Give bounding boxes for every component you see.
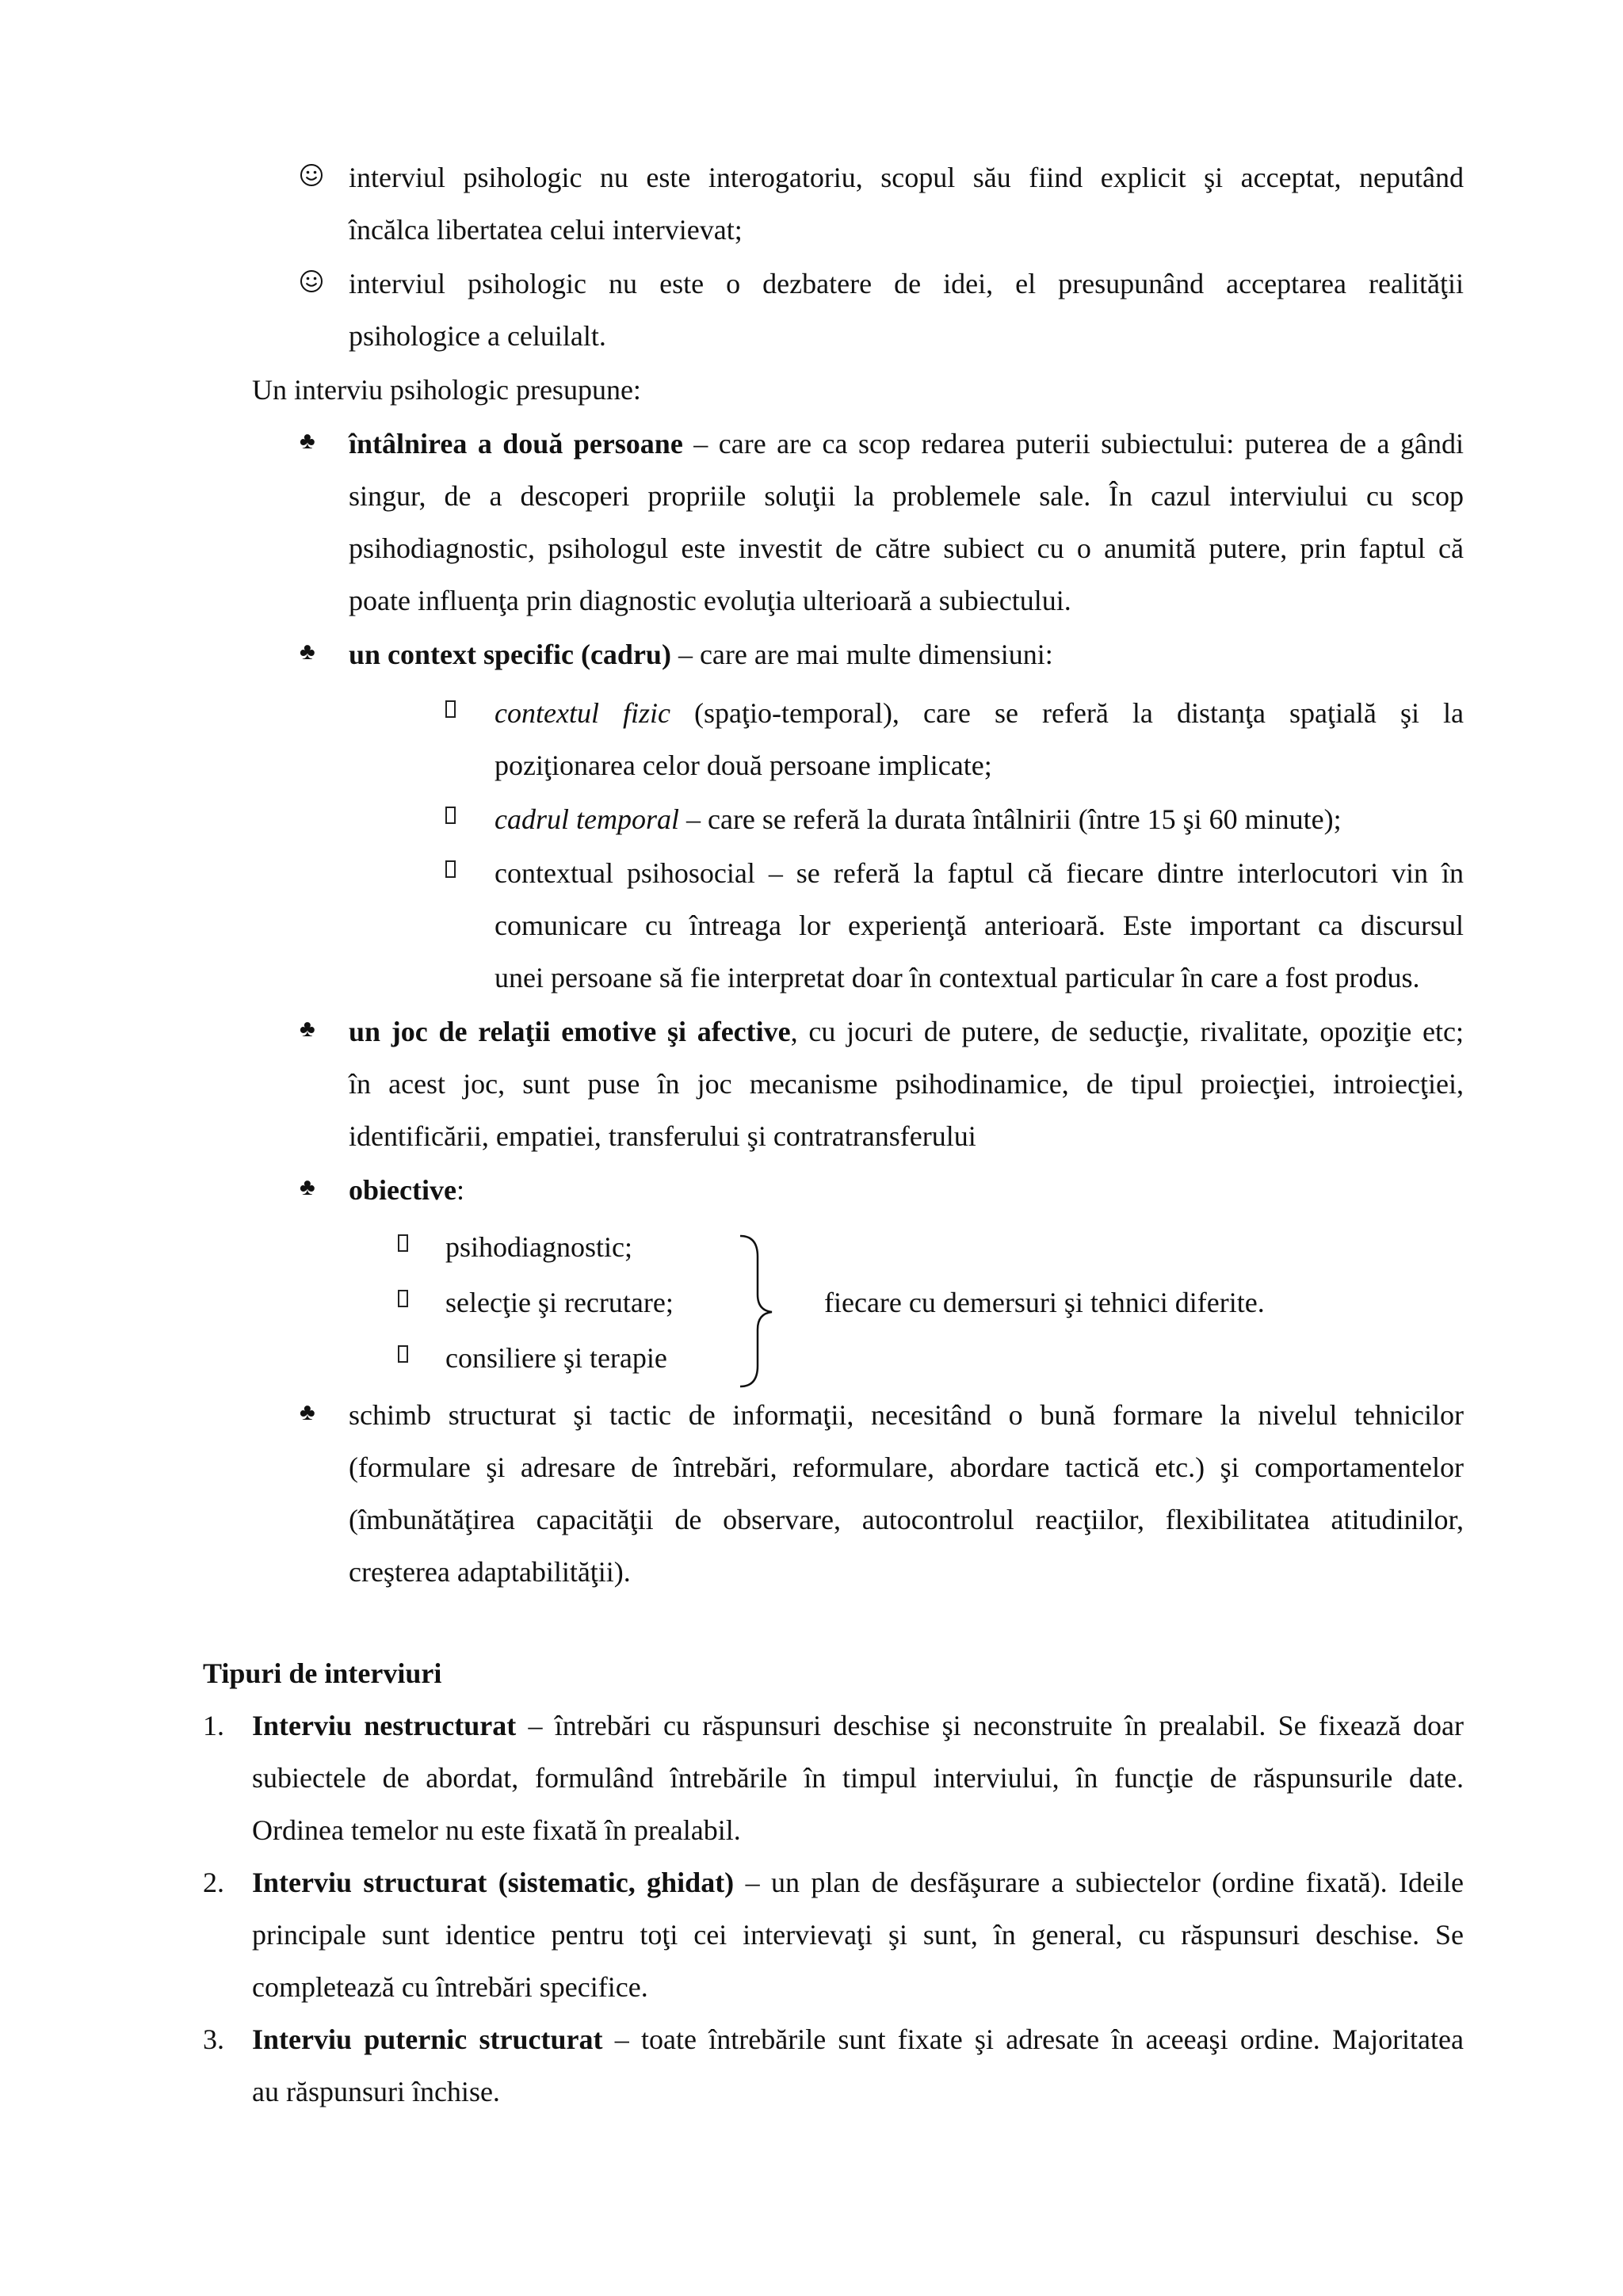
square-bullet-icon	[398, 1345, 408, 1363]
item2-sub3-line-3: unei persoane să fie interpretat doar în contextual particular în care a fost produs.	[495, 962, 1420, 994]
square-bullet-icon	[398, 1290, 408, 1307]
type2-line-2: principale sunt identice pentru toţi cei intervievaţi şi sunt, în general, cu răspunsuri deschise. Se	[252, 1919, 1464, 1951]
item2-sub2-line-1: cadrul temporal – care se referă la durata întâlnirii (între 15 şi 60 minute);	[495, 803, 1342, 835]
smiley-bullet-icon	[300, 269, 323, 293]
type1-line-3: Ordinea temelor nu este fixată în prealabil.	[252, 1814, 741, 1846]
type-number: 3.	[203, 2023, 224, 2055]
item1-line-3: psihodiagnostic, psihologul este investit de către subiect cu o anumită putere, prin faptul că	[349, 532, 1464, 564]
item2-line-1: un context specific (cadru) – care are mai multe dimensiuni:	[349, 639, 1053, 670]
square-bullet-icon	[445, 700, 456, 718]
smiley-item-2-line-2: psihologice a celuilalt.	[349, 320, 606, 352]
type-number: 2.	[203, 1867, 224, 1898]
item3-line-2: în acest joc, sunt puse în joc mecanisme psihodinamice, de tipul proiecţiei, introiecţiei,	[349, 1068, 1464, 1100]
right-brace-icon	[737, 1233, 777, 1391]
item5-line-4: creşterea adaptabilităţii).	[349, 1556, 631, 1588]
item1-line-2: singur, de a descoperi propriile soluţii la problemele sale. În cazul interviului cu scop	[349, 480, 1464, 512]
item5-line-2: (formulare şi adresare de întrebări, reformulare, abordare tactică etc.) şi comportamentelor	[349, 1451, 1464, 1483]
item1-line-4: poate influenţa prin diagnostic evoluţia ulterioară a subiectului.	[349, 585, 1071, 616]
type1-line-1: Interviu nestructurat – întrebări cu răspunsuri deschise şi neconstruite în prealabil. Se fixează doar	[252, 1710, 1464, 1741]
item2-sub1-line-1: contextul fizic (spaţio-temporal), care se referă la distanţa spaţială şi la	[495, 697, 1464, 729]
item1-line-1: întâlnirea a două persoane – care are ca scop redarea puterii subiectului: puterea de a gândi	[349, 428, 1464, 460]
item2-sub3-line-1: contextual psihosocial – se referă la faptul că fiecare dintre interlocutori vin în	[495, 857, 1464, 889]
club-bullet-icon: ♣	[300, 1399, 315, 1425]
smiley-bullet-icon	[300, 163, 323, 187]
item3-line-3: identificării, empatiei, transferului şi contratransferului	[349, 1120, 976, 1152]
type-number: 1.	[203, 1710, 224, 1741]
club-bullet-icon: ♣	[300, 428, 315, 454]
item5-line-3: (îmbunătăţirea capacităţii de observare, autocontrolul reacţiilor, flexibilitatea atitudinilor,	[349, 1504, 1464, 1535]
item3-line-1: un joc de relaţii emotive şi afective, cu jocuri de putere, de seducţie, rivalitate, opoziţie etc;	[349, 1016, 1464, 1047]
type3-line-1: Interviu puternic structurat – toate întrebările sunt fixate şi adresate în aceeaşi ordine. Majoritatea	[252, 2023, 1464, 2055]
square-bullet-icon	[445, 807, 456, 824]
smiley-item-2-line-1: interviul psihologic nu este o dezbatere de idei, el presupunând acceptarea realităţii	[349, 268, 1464, 299]
objectives-note: fiecare cu demersuri şi tehnici diferite.	[824, 1287, 1265, 1318]
objective-item: selecţie şi recrutare;	[445, 1287, 674, 1318]
objective-item: consiliere şi terapie	[445, 1342, 667, 1374]
smiley-item-1-line-1: interviul psihologic nu este interogatoriu, scopul său fiind explicit şi acceptat, neputând	[349, 162, 1464, 193]
section-title: Tipuri de interviuri	[203, 1657, 442, 1689]
item4-line-1: obiective:	[349, 1174, 464, 1206]
intro-text: Un interviu psihologic presupune:	[252, 374, 641, 406]
type2-line-3: completează cu întrebări specifice.	[252, 1971, 648, 2003]
type2-line-1: Interviu structurat (sistematic, ghidat) – un plan de desfăşurare a subiectelor (ordine fixată). Ideile	[252, 1867, 1464, 1898]
club-bullet-icon: ♣	[300, 639, 315, 665]
type3-line-2: au răspunsuri închise.	[252, 2076, 500, 2107]
square-bullet-icon	[445, 860, 456, 878]
club-bullet-icon: ♣	[300, 1174, 315, 1200]
type1-line-2: subiectele de abordat, formulând întrebările în timpul interviului, în funcţie de răspunsurile date.	[252, 1762, 1464, 1794]
item2-sub1-line-2: poziţionarea celor două persoane implicate;	[495, 749, 992, 781]
objective-item: psihodiagnostic;	[445, 1231, 632, 1263]
item2-sub3-line-2: comunicare cu întreaga lor experienţă anterioară. Este important ca discursul	[495, 910, 1464, 941]
smiley-item-1-line-2: încălca libertatea celui intervievat;	[349, 214, 743, 246]
square-bullet-icon	[398, 1234, 408, 1252]
club-bullet-icon: ♣	[300, 1016, 315, 1042]
item5-line-1: schimb structurat şi tactic de informaţii, necesitând o bună formare la nivelul tehnicilor	[349, 1399, 1464, 1431]
